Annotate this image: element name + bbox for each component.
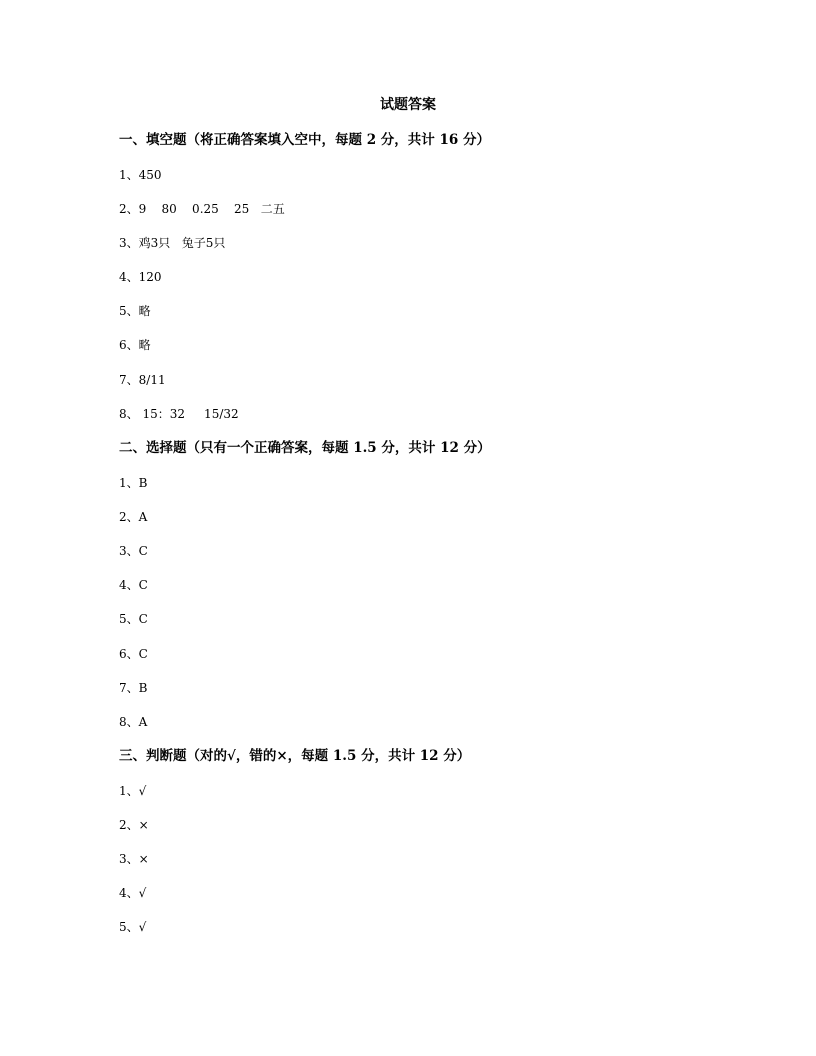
answer-line: 8、 15：32 15/32: [119, 407, 239, 421]
answer-line: 4、√: [119, 886, 147, 900]
section-heading-multiple-choice: 二、选择题（只有一个正确答案，每题 1.5 分，共计 12 分）: [119, 440, 491, 456]
answer-line: 5、C: [119, 612, 148, 626]
answer-line: 1、B: [119, 476, 148, 490]
answer-line: 5、√: [119, 920, 147, 934]
answer-line: 6、略: [119, 338, 151, 352]
answer-line: 1、450: [119, 168, 162, 182]
answer-line: 7、B: [119, 681, 148, 695]
answer-line: 5、略: [119, 304, 151, 318]
answer-line: 8、A: [119, 715, 148, 729]
answer-line: 6、C: [119, 647, 148, 661]
answer-line: 4、120: [119, 270, 162, 284]
answer-line: 2、A: [119, 510, 148, 524]
section-heading-fill-blank: 一、填空题（将正确答案填入空中，每题 2 分，共计 16 分）: [119, 132, 490, 148]
page-title: 试题答案: [380, 97, 436, 113]
answer-line: 2、×: [119, 818, 149, 832]
answer-line: 3、C: [119, 544, 148, 558]
answer-line: 3、鸡3只 兔子5只: [119, 236, 226, 250]
answer-line: 1、√: [119, 784, 147, 798]
answer-line: 7、8/11: [119, 373, 166, 387]
answer-line: 3、×: [119, 852, 149, 866]
answer-line: 2、9 80 0.25 25 二五: [119, 202, 285, 216]
section-heading-true-false: 三、判断题（对的√，错的×，每题 1.5 分，共计 12 分）: [119, 748, 471, 764]
answer-line: 4、C: [119, 578, 148, 592]
